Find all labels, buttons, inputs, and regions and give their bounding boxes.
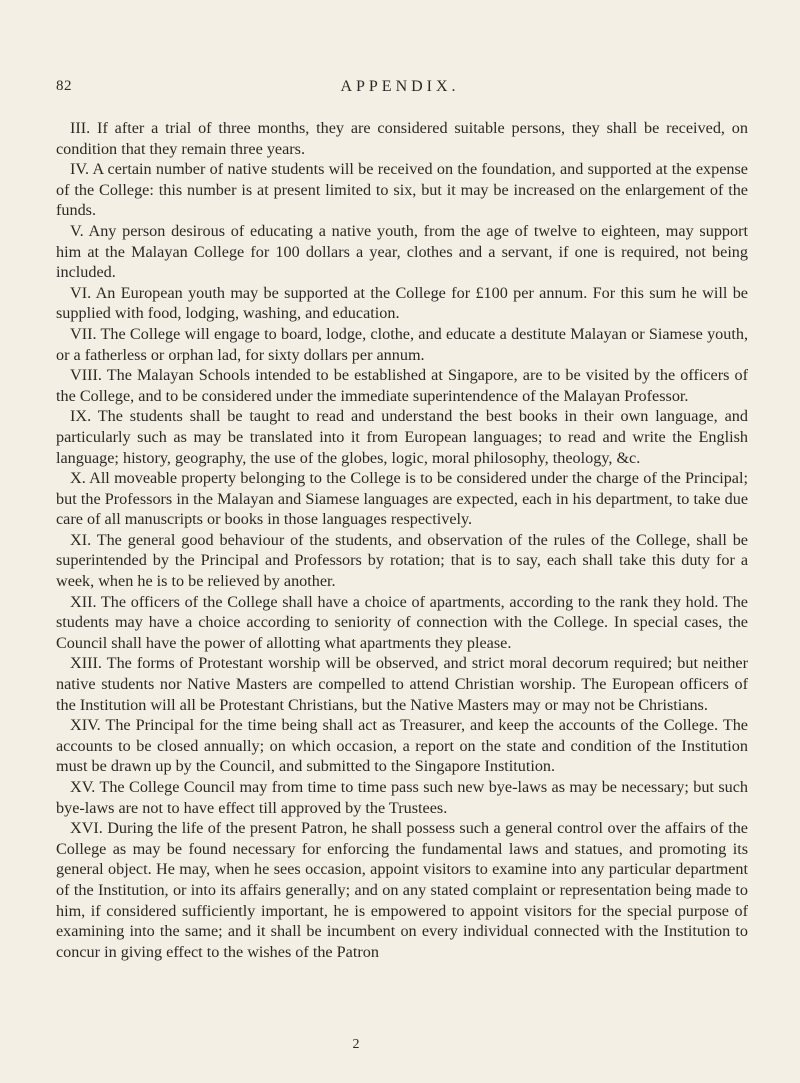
paragraph-iii: III. If after a trial of three months, they are considered suitable persons, they shall be received, on condition that they remain three years. [56, 119, 748, 158]
paragraph-xiv: XIV. The Principal for the time being shall act as Treasurer, and keep the accounts of the College. The accounts to be closed annually; on which occasion, a report on the state and condition of the Institution must be drawn up by the Council, and submitted to the Singapore Institution. [56, 716, 748, 776]
paragraph-xv: XV. The College Council may from time to time pass such new bye-laws as may be necessary; but such bye-laws are not to have effect till approved by the Trustees. [56, 778, 748, 817]
running-title: APPENDIX. [340, 78, 460, 95]
paragraph-vii: VII. The College will engage to board, lodge, clothe, and educate a destitute Malayan or Siamese youth, or a fatherless or orphan lad, for sixty dollars per annum. [56, 324, 748, 364]
body-text [56, 118, 748, 962]
paragraph-vi: VI. An European youth may be supported at the College for £100 per annum. For this sum he will be supplied with food, lodging, washing, and education. [56, 283, 748, 323]
page-number: 82 [56, 78, 72, 94]
paragraph-v: V. Any person desirous of educating a native youth, from the age of twelve to eighteen, may support him at the Malayan College for 100 dollars a year, clothes and a servant, if one is required, not being included. [56, 221, 748, 282]
paragraph-ix: IX. The students shall be taught to read and understand the best books in their own language, and particularly such as may be translated into it from European languages; to read and write the English language; history, geography, the use of the globes, logic, moral philosophy, theology, &c. [56, 407, 748, 467]
paragraph-viii: VIII. The Malayan Schools intended to be established at Singapore, are to be visited by the officers of the College, and to be considered under the immediate superintendence of the Malayan Professor. [56, 366, 748, 405]
running-head [56, 78, 744, 100]
paragraph-xiii: XIII. The forms of Protestant worship will be observed, and strict moral decorum required; but neither native students nor Native Masters are compelled to attend Christian worship. The European officers of the Institution will all be Protestant Christians, but the Native Masters may or may not be Christians. [56, 654, 748, 714]
paragraph-iv: IV. A certain number of native students will be received on the foundation, and supported at the expense of the College: this number is at present limited to six, but it may be increased on the enlargement of the funds. [56, 160, 748, 220]
paragraph-xii: XII. The officers of the College shall have a choice of apartments, according to the rank they hold. The students may have a choice according to seniority of connection with the College. In special cases, the Council shall have the power of allotting what apartments they please. [56, 592, 748, 652]
paragraph-xvi: XVI. During the life of the present Patron, he shall possess such a general control over the affairs of the College as may be found necessary for enforcing the fundamental laws and statues, and promoting its general object. He may, when he sees occasion, appoint visitors to examine into any particular department of the Institution, or into its affairs generally; and on any stated complaint or representation being made to him, if considered sufficiently important, he is empowered to appoint visitors for the special purpose of examining into the same; and it shall be incumbent on every individual connected with the Institution to concur in giving effect to the wishes of the Patron [56, 819, 748, 961]
paragraph-x: X. All moveable property belonging to the College is to be considered under the charge of the Principal; but the Professors in the Malayan and Siamese languages are expected, each in his department, to take due care of all manuscripts or books in those languages respectively. [56, 469, 748, 529]
paragraph-xi: XI. The general good behaviour of the students, and observation of the rules of the College, shall be superintended by the Principal and Professors by rotation; that is to say, each shall take this duty for a week, when he is to be relieved by another. [56, 530, 748, 591]
signature-mark: 2 [352, 1037, 360, 1052]
